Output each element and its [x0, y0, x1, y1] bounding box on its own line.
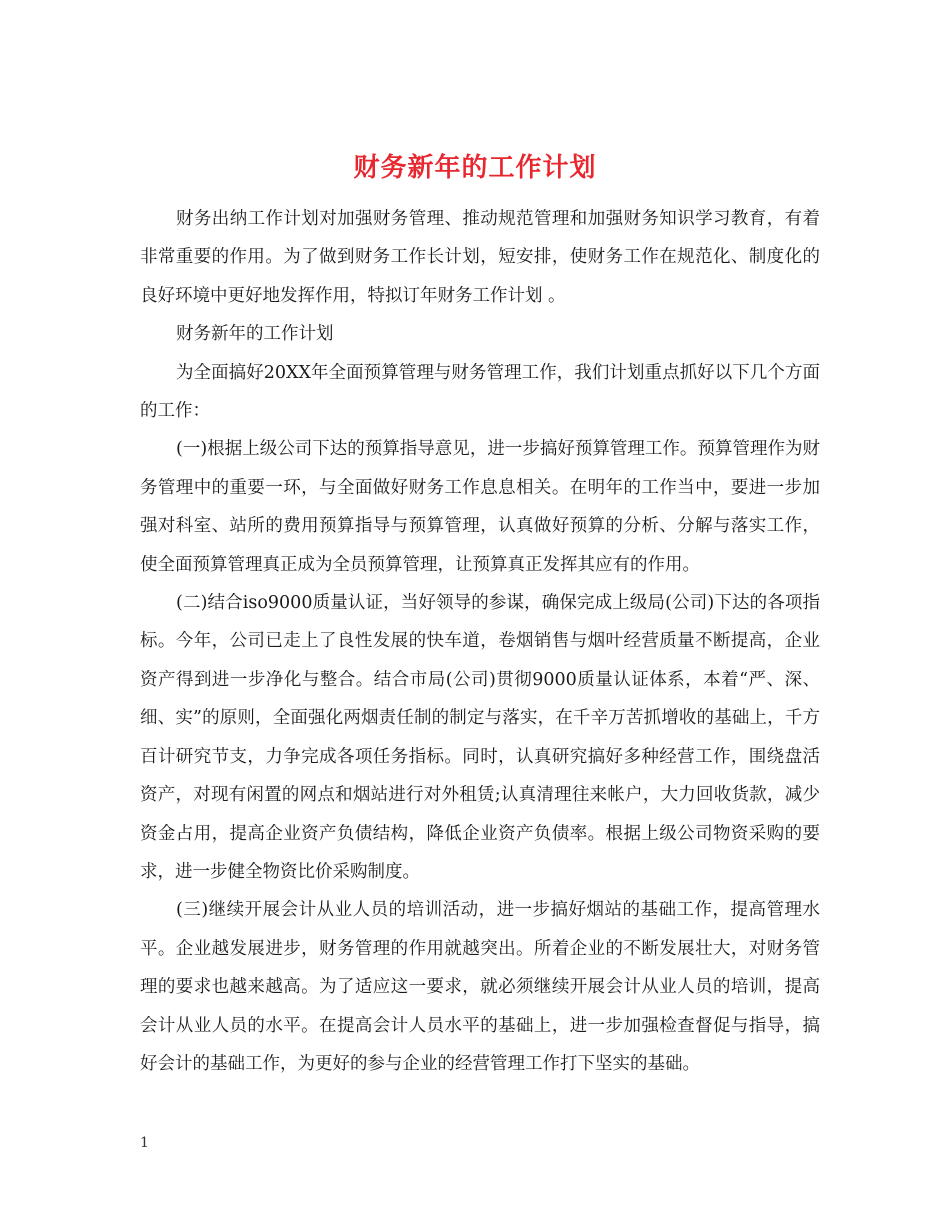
paragraph-section-3: (三)继续开展会计从业人员的培训活动，进一步搞好烟站的基础工作，提高管理水平。企业越发展进步，财务管理的作用就越突出。所着企业的不断发展壮大，对财务管理的要求也越来越高。为了适应这一要求，就必须继续开展会计从业人员的培训，提高会计从业人员的水平。在提高会计人员水平的基础上，进一步加强检查督促与指导，搞好会计的基础工作，为更好的参与企业的经营管理工作打下坚实的基础。	[140, 900, 820, 1074]
paragraph-overview: 为全面搞好20XX年全面预算管理与财务管理工作，我们计划重点抓好以下几个方面的工作：	[140, 362, 820, 422]
paragraph-section-1: (一)根据上级公司下达的预算指导意见，进一步搞好预算管理工作。预算管理作为财务管理中的重要一环，与全面做好财务工作息息相关。在明年的工作当中，要进一步加强对科室、站所的费用预算指导与预算管理，认真做好预算的分析、分解与落实工作，使全面预算管理真正成为全员预算管理，让预算真正发挥其应有的作用。	[140, 439, 820, 575]
document-body	[140, 200, 820, 1083]
paragraph-intro: 财务出纳工作计划对加强财务管理、推动规范管理和加强财务知识学习教育，有着非常重要的作用。为了做到财务工作长计划，短安排，使财务工作在规范化、制度化的良好环境中更好地发挥作用，特拟订年财务工作计划 。	[140, 209, 820, 306]
page-number: 1	[140, 1135, 149, 1151]
document-title: 财务新年的工作计划	[353, 153, 597, 184]
paragraph-section-2: (二)结合iso9000质量认证，当好领导的参谋，确保完成上级局(公司)下达的各项指标。今年，公司已走上了良性发展的快车道，卷烟销售与烟叶经营质量不断提高，企业资产得到进一步净化与整合。结合市局(公司)贯彻9000质量认证体系，本着“严、深、细、实”的原则，全面强化两烟责任制的制定与落实，在千辛万苦抓增收的基础上，千方百计研究节支，力争完成各项任务指标。同时，认真研究搞好多种经营工作，围绕盘活资产，对现有闲置的网点和烟站进行对外租赁;认真清理往来帐户，大力回收货款，减少资金占用，提高企业资产负债结构，降低企业资产负债率。根据上级公司物资采购的要求，进一步健全物资比价采购制度。	[140, 593, 820, 882]
paragraph-subtitle: 财务新年的工作计划	[176, 324, 334, 345]
